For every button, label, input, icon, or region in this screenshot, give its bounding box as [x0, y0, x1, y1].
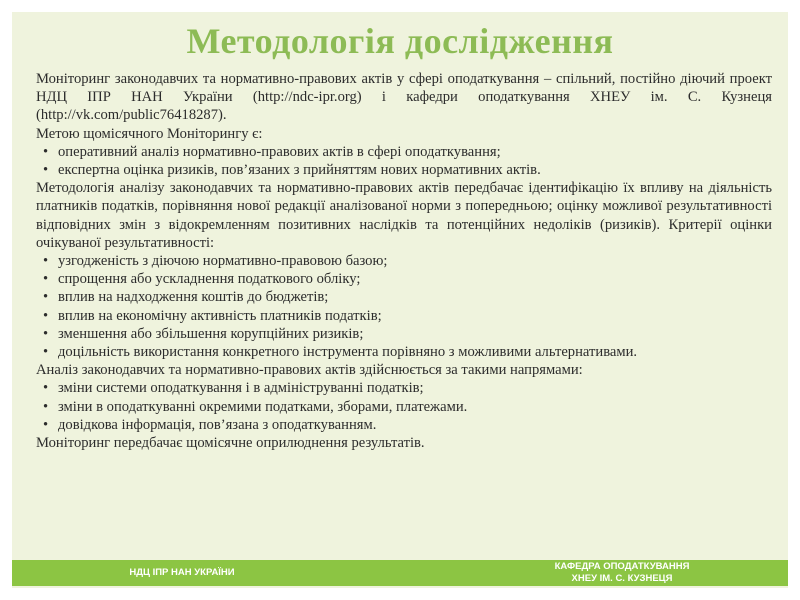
list-item-text: вплив на надходження коштів до бюджетів;	[58, 289, 329, 306]
list-item	[36, 161, 772, 179]
list-item	[36, 416, 772, 434]
bullet-icon: •	[43, 380, 49, 397]
list-item	[36, 288, 772, 306]
intro-paragraph: Моніторинг законодавчих та нормативно-правових актів у сфері оподаткування – спільний, постійно діючий проект НДЦ ІПР НАН України (http://ndc-ipr.org) і кафедри оподаткування ХНЕУ ім. С. Кузнеця (http://vk.com/public76418287).	[36, 71, 772, 124]
list-item	[36, 398, 772, 416]
list-item	[36, 307, 772, 325]
bullet-icon: •	[43, 271, 49, 288]
slide-title: Методологія дослідження	[186, 21, 614, 61]
bullet-icon: •	[43, 325, 49, 342]
list-item-text: вплив на економічну активність платників податків;	[58, 307, 382, 324]
bullet-icon: •	[43, 398, 49, 415]
methodology-paragraph: Методологія аналізу законодавчих та нормативно-правових актів передбачає ідентифікацію їх впливу на діяльність платників податків, порівняння нової редакції аналізованої норми з попередньою; оцінку можливої результативності відповідних змін з відокремленням позитивних наслідків та потенційних недоліків (ризиків). Критерії оцінки очікуваної результативності:	[36, 180, 772, 251]
closing-paragraph: Моніторинг передбачає щомісячне оприлюднення результатів.	[36, 435, 425, 452]
slide	[12, 12, 788, 588]
list-item-text: довідкова інформація, пов’язана з оподаткуванням.	[58, 416, 377, 433]
goal-heading: Метою щомісячного Моніторингу є:	[36, 125, 263, 142]
list-item	[36, 143, 772, 161]
footer-right-line1: КАФЕДРА ОПОДАТКУВАННЯ	[554, 561, 690, 572]
criteria-list	[36, 252, 772, 361]
bullet-icon: •	[43, 162, 49, 179]
bullet-icon: •	[43, 416, 49, 433]
bullet-icon: •	[43, 143, 49, 160]
goal-list	[36, 143, 772, 179]
list-item-text: оперативний аналіз нормативно-правових актів в сфері оподаткування;	[58, 143, 501, 160]
list-item	[36, 379, 772, 397]
list-item	[36, 270, 772, 288]
list-item-text: доцільність використання конкретного інструмента порівняно з можливими альтернативами.	[58, 344, 638, 361]
directions-list	[36, 379, 772, 434]
list-item	[36, 325, 772, 343]
list-item	[36, 252, 772, 270]
bullet-icon: •	[43, 344, 49, 361]
list-item-text: зменшення або збільшення корупційних ризиків;	[58, 325, 364, 342]
list-item-text: зміни системи оподаткування і в адмініструванні податків;	[58, 380, 424, 397]
list-item-text: експертна оцінка ризиків, пов’язаних з прийняттям нових нормативних актів.	[58, 162, 541, 179]
footer-org-left: НДЦ ІПР НАН УКРАЇНИ	[129, 567, 235, 578]
directions-heading: Аналіз законодавчих та нормативно-правових актів здійснюється за такими напрямами:	[36, 362, 583, 379]
list-item-text: узгодженість з діючою нормативно-правовою базою;	[58, 253, 388, 270]
list-item-text: спрощення або ускладнення податкового обліку;	[58, 271, 361, 288]
list-item-text: зміни в оподаткуванні окремими податками, зборами, платежами.	[58, 398, 468, 415]
bullet-icon: •	[43, 253, 49, 270]
bullet-icon: •	[43, 307, 49, 324]
footer-right-line2: ХНЕУ ІМ. С. КУЗНЕЦЯ	[571, 572, 673, 584]
slide-content	[36, 70, 772, 452]
footer-bar	[12, 560, 788, 586]
footer-org-right	[512, 561, 732, 584]
list-item	[36, 343, 772, 361]
bullet-icon: •	[43, 289, 49, 306]
